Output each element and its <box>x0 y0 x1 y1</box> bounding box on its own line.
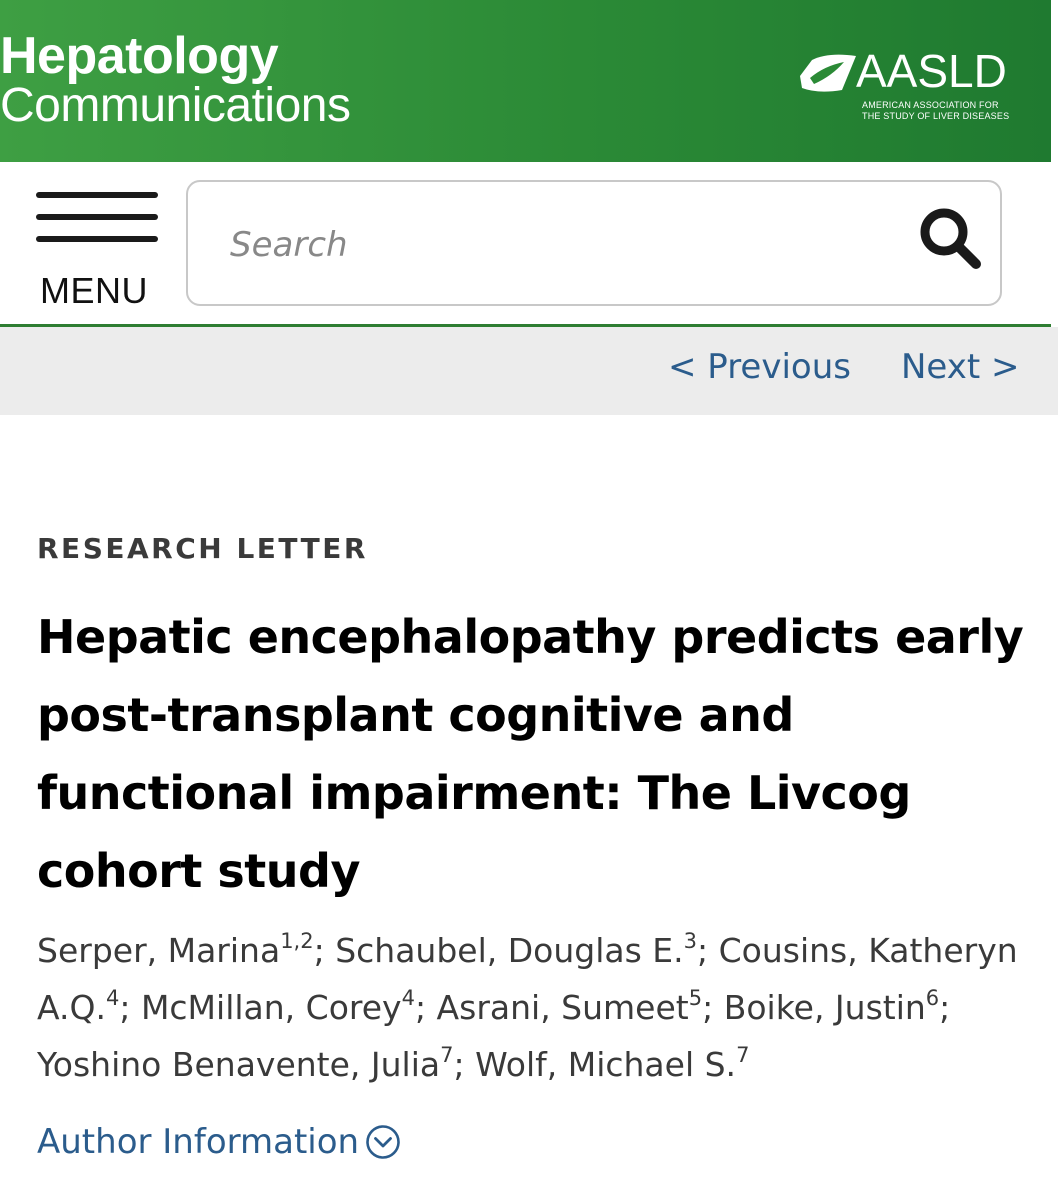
search-box[interactable] <box>186 180 1002 306</box>
author-list: Serper, Marina$^{1,2}$; Schaubel, Douglas E.$^3$; Cousins, Katheryn A.Q.$^4$; McMillan, Corey$^4$; Asrani, Sumeet$^5$; Boike, Justin$^6$; Yoshino Benavente, Julia$^7$; Wolf, Michael S.$^7$ <box>37 929 1018 1084</box>
author-information-toggle[interactable] <box>37 1124 401 1160</box>
aasld-leaf-icon <box>798 50 860 96</box>
author-affiliation: 1,2 <box>280 929 314 953</box>
previous-article-link[interactable]: < Previous <box>668 347 851 387</box>
search-input[interactable] <box>228 212 872 278</box>
author-affiliation: 3 <box>683 929 697 953</box>
menu-label: MENU <box>40 270 148 311</box>
journal-title-line1: Hepatology <box>0 27 279 85</box>
article-category: RESEARCH LETTER <box>37 532 368 565</box>
society-fullname-line1: AMERICAN ASSOCIATION FOR <box>862 100 999 110</box>
author-name[interactable]: Yoshino Benavente, Julia <box>37 1045 441 1084</box>
author-information-label: Author Information <box>37 1122 360 1162</box>
author-affiliation: 7 <box>736 1043 750 1067</box>
hamburger-bar-icon <box>36 192 158 198</box>
journal-title-line2: Communications <box>0 79 351 132</box>
author-affiliation: 6 <box>925 986 940 1010</box>
society-fullname-line2: THE STUDY OF LIVER DISEASES <box>862 111 1010 121</box>
author-name[interactable]: Wolf, Michael S. <box>475 1045 737 1084</box>
journal-logo[interactable] <box>0 27 351 132</box>
author-affiliation: 4 <box>105 986 120 1010</box>
article-pager <box>0 327 1058 415</box>
society-acronym: AASLD <box>856 45 1007 97</box>
header-edge <box>1051 0 1058 162</box>
author-name[interactable]: Serper, Marina <box>37 931 281 970</box>
author-affiliation: 7 <box>440 1043 454 1067</box>
journal-header <box>0 0 1051 162</box>
hamburger-bar-icon <box>36 214 158 220</box>
author-name[interactable]: Schaubel, Douglas E. <box>335 931 684 970</box>
chevron-down-circle-icon <box>365 1124 401 1160</box>
author-affiliation: 5 <box>688 986 703 1010</box>
menu-button[interactable] <box>36 192 158 312</box>
society-fullname <box>862 100 1009 122</box>
author-name[interactable]: Boike, Justin <box>723 988 926 1027</box>
article-title: Hepatic encephalopathy predicts early post-transplant cognitive and functional impairment: The Livcog cohort study <box>37 610 1024 898</box>
author-affiliation: 4 <box>401 986 415 1010</box>
hamburger-bar-icon <box>36 236 158 242</box>
next-article-link[interactable]: Next > <box>901 347 1020 387</box>
search-icon[interactable] <box>916 204 986 274</box>
author-name[interactable]: Asrani, Sumeet <box>436 988 689 1027</box>
author-name[interactable]: Cousins, Katheryn A.Q. <box>37 931 1018 1027</box>
society-logo[interactable] <box>798 45 1023 128</box>
author-name[interactable]: McMillan, Corey <box>140 988 402 1027</box>
